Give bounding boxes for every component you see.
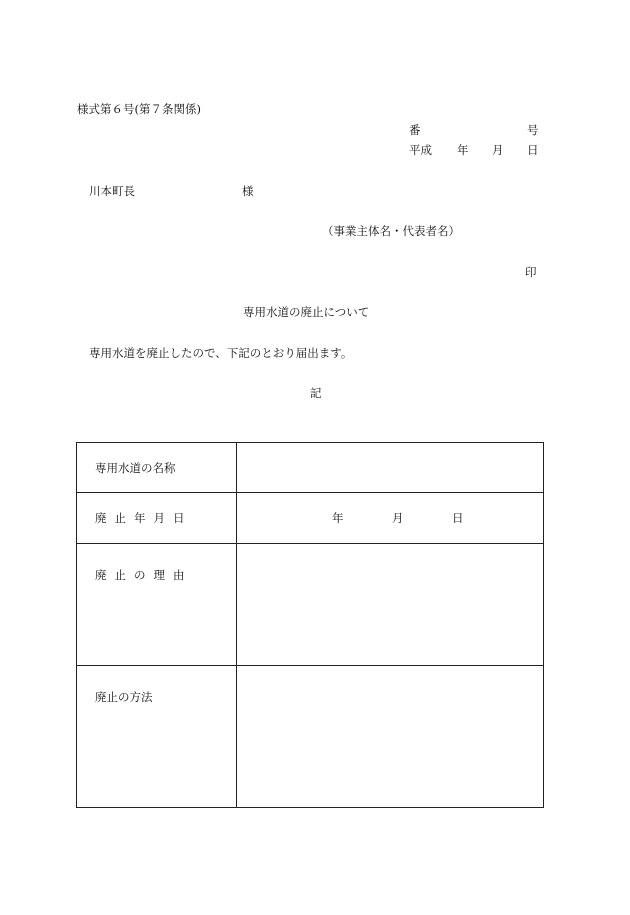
label-abolition-method: 廃止の方法 [77, 665, 237, 807]
date-year-label: 年 [457, 143, 469, 157]
field-abolition-method[interactable] [237, 665, 544, 807]
ki-heading: 記 [310, 386, 322, 400]
label-abolition-reason: 廃止の理由 [77, 543, 237, 665]
abolition-date-fields [237, 508, 543, 528]
field-waterworks-name[interactable] [237, 443, 544, 493]
addressee-name: 川本町長 [89, 184, 135, 198]
document-title: 専用水道の廃止について [243, 305, 370, 319]
document-number-suffix: 号 [527, 123, 539, 137]
document-number-label: 番 [409, 123, 421, 137]
field-abolition-date[interactable] [237, 493, 544, 543]
applicant-label: （事業主体名・代表者名） [322, 224, 460, 238]
table-row-reason [77, 543, 544, 665]
field-abolition-reason[interactable] [237, 543, 544, 665]
abolition-year-label: 年 [332, 511, 344, 526]
abolition-month-label: 月 [392, 511, 404, 526]
addressee-honorific: 様 [242, 184, 254, 198]
detail-table [76, 442, 544, 808]
date-era: 平成 [409, 143, 432, 157]
table-row-date [77, 493, 544, 543]
abolition-day-label: 日 [452, 511, 464, 526]
table-row-method [77, 665, 544, 807]
date-month-label: 月 [492, 143, 504, 157]
date-day-label: 日 [527, 143, 539, 157]
label-abolition-date: 廃止年月日 [77, 493, 237, 543]
statement-text: 専用水道を廃止したので、下記のとおり届出ます。 [89, 346, 353, 360]
label-waterworks-name: 専用水道の名称 [77, 443, 237, 493]
form-number: 様式第６号(第７条関係) [77, 102, 201, 116]
seal-mark: 印 [525, 265, 537, 279]
table-row-name [77, 443, 544, 493]
